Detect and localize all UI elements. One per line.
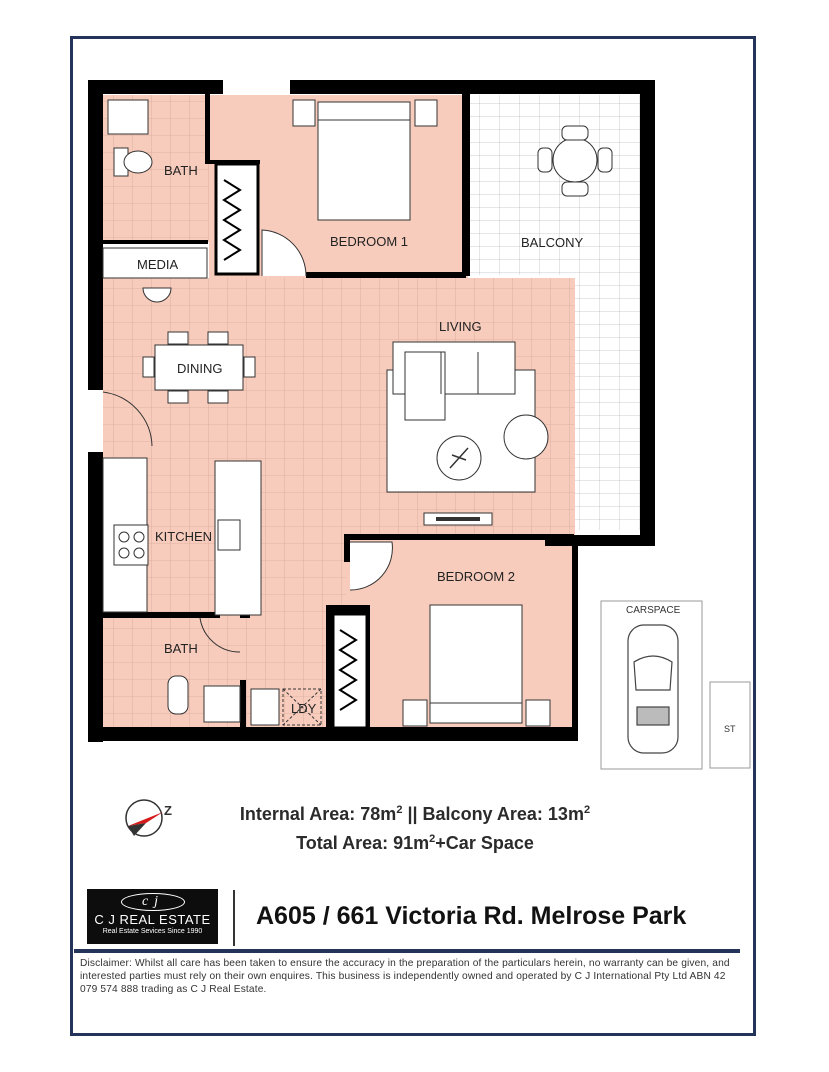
bed-bedroom2 bbox=[430, 605, 522, 703]
label-balcony: BALCONY bbox=[521, 235, 584, 250]
label-living: LIVING bbox=[439, 319, 482, 334]
laundry-tub bbox=[251, 689, 279, 725]
company-logo bbox=[87, 889, 218, 944]
header-divider bbox=[233, 890, 235, 946]
logo-name: C J REAL ESTATE bbox=[94, 912, 211, 927]
balcony-area: Balcony Area: 13m bbox=[422, 804, 584, 824]
kitchen-sink bbox=[218, 520, 240, 550]
burner-1 bbox=[119, 532, 129, 542]
balcony-floor-side bbox=[575, 275, 642, 530]
car-space-suffix: +Car Space bbox=[435, 833, 534, 853]
nightstand-bed2-left bbox=[403, 700, 427, 726]
footer-rule bbox=[74, 949, 740, 953]
label-dining: DINING bbox=[177, 361, 223, 376]
wardrobe-bed1 bbox=[216, 164, 258, 274]
area-line-1: Internal Area: $78m^2$ || Balcony Area: $13m^2$ bbox=[239, 804, 591, 824]
label-kitchen: KITCHEN bbox=[155, 529, 213, 544]
area-line-2: Total Area: $91m^2+Car$ Space bbox=[296, 833, 534, 853]
dining-chair-1 bbox=[168, 332, 188, 344]
tv bbox=[436, 517, 480, 521]
logo-initials: cj bbox=[121, 893, 185, 911]
compass-icon bbox=[126, 800, 172, 836]
cooktop bbox=[114, 525, 148, 565]
internal-area: Internal Area: 78m bbox=[239, 804, 397, 824]
svg-text:Z: Z bbox=[164, 803, 172, 818]
nightstand-bed1-right bbox=[415, 100, 437, 126]
car-icon bbox=[628, 625, 678, 753]
burner-4 bbox=[134, 548, 144, 558]
dining-chair-6 bbox=[244, 357, 255, 377]
burner-2 bbox=[134, 532, 144, 542]
balcony-table bbox=[553, 138, 597, 182]
label-media: MEDIA bbox=[137, 257, 179, 272]
label-storage: ST bbox=[724, 724, 736, 734]
area-summary bbox=[180, 798, 650, 856]
label-bedroom2: BEDROOM 2 bbox=[437, 569, 516, 584]
dining-chair-5 bbox=[143, 357, 154, 377]
pillows-bed1 bbox=[318, 102, 410, 120]
area-separator: || bbox=[407, 804, 418, 824]
armchair bbox=[504, 415, 548, 459]
sofa-chaise bbox=[405, 352, 445, 420]
nightstand-bed1-left bbox=[293, 100, 315, 126]
balcony-chair-2 bbox=[562, 182, 588, 196]
total-area: Total Area: 91m bbox=[296, 833, 430, 853]
label-carspace: CARSPACE bbox=[626, 605, 681, 616]
dining-chair-3 bbox=[168, 391, 188, 403]
bed-bedroom1 bbox=[318, 120, 410, 220]
dining-chair-2 bbox=[208, 332, 228, 344]
basin-top bbox=[108, 100, 148, 134]
label-bath-bottom: BATH bbox=[164, 641, 198, 656]
label-laundry: LDY bbox=[291, 701, 317, 716]
property-address: A605 / 661 Victoria Rd. Melrose Park bbox=[256, 902, 687, 930]
balcony-chair-1 bbox=[562, 126, 588, 140]
balcony-chair-3 bbox=[538, 148, 552, 172]
balcony-chair-4 bbox=[598, 148, 612, 172]
dining-chair-4 bbox=[208, 391, 228, 403]
burner-3 bbox=[119, 548, 129, 558]
wardrobe-bed2 bbox=[333, 614, 367, 728]
toilet-bottom bbox=[168, 676, 188, 714]
disclaimer: Disclaimer: Whilst all care has been taken to ensure the accuracy in the preparation of the particulars herein, no warranty can be given, and interested parties must rely on their own enquires. This business is independently owned and operated by C J International Pty Ltd ABN 42 079 574 888 trading as C J Real Estate. bbox=[80, 958, 730, 995]
label-bath-top: BATH bbox=[164, 163, 198, 178]
label-bedroom1: BEDROOM 1 bbox=[330, 234, 409, 249]
nightstand-bed2-right bbox=[526, 700, 550, 726]
toilet-top-bowl bbox=[124, 151, 152, 173]
pillows-bed2 bbox=[430, 703, 522, 723]
basin-bottom bbox=[204, 686, 240, 722]
logo-tagline: Real Estate Sevices Since 1990 bbox=[102, 928, 203, 935]
